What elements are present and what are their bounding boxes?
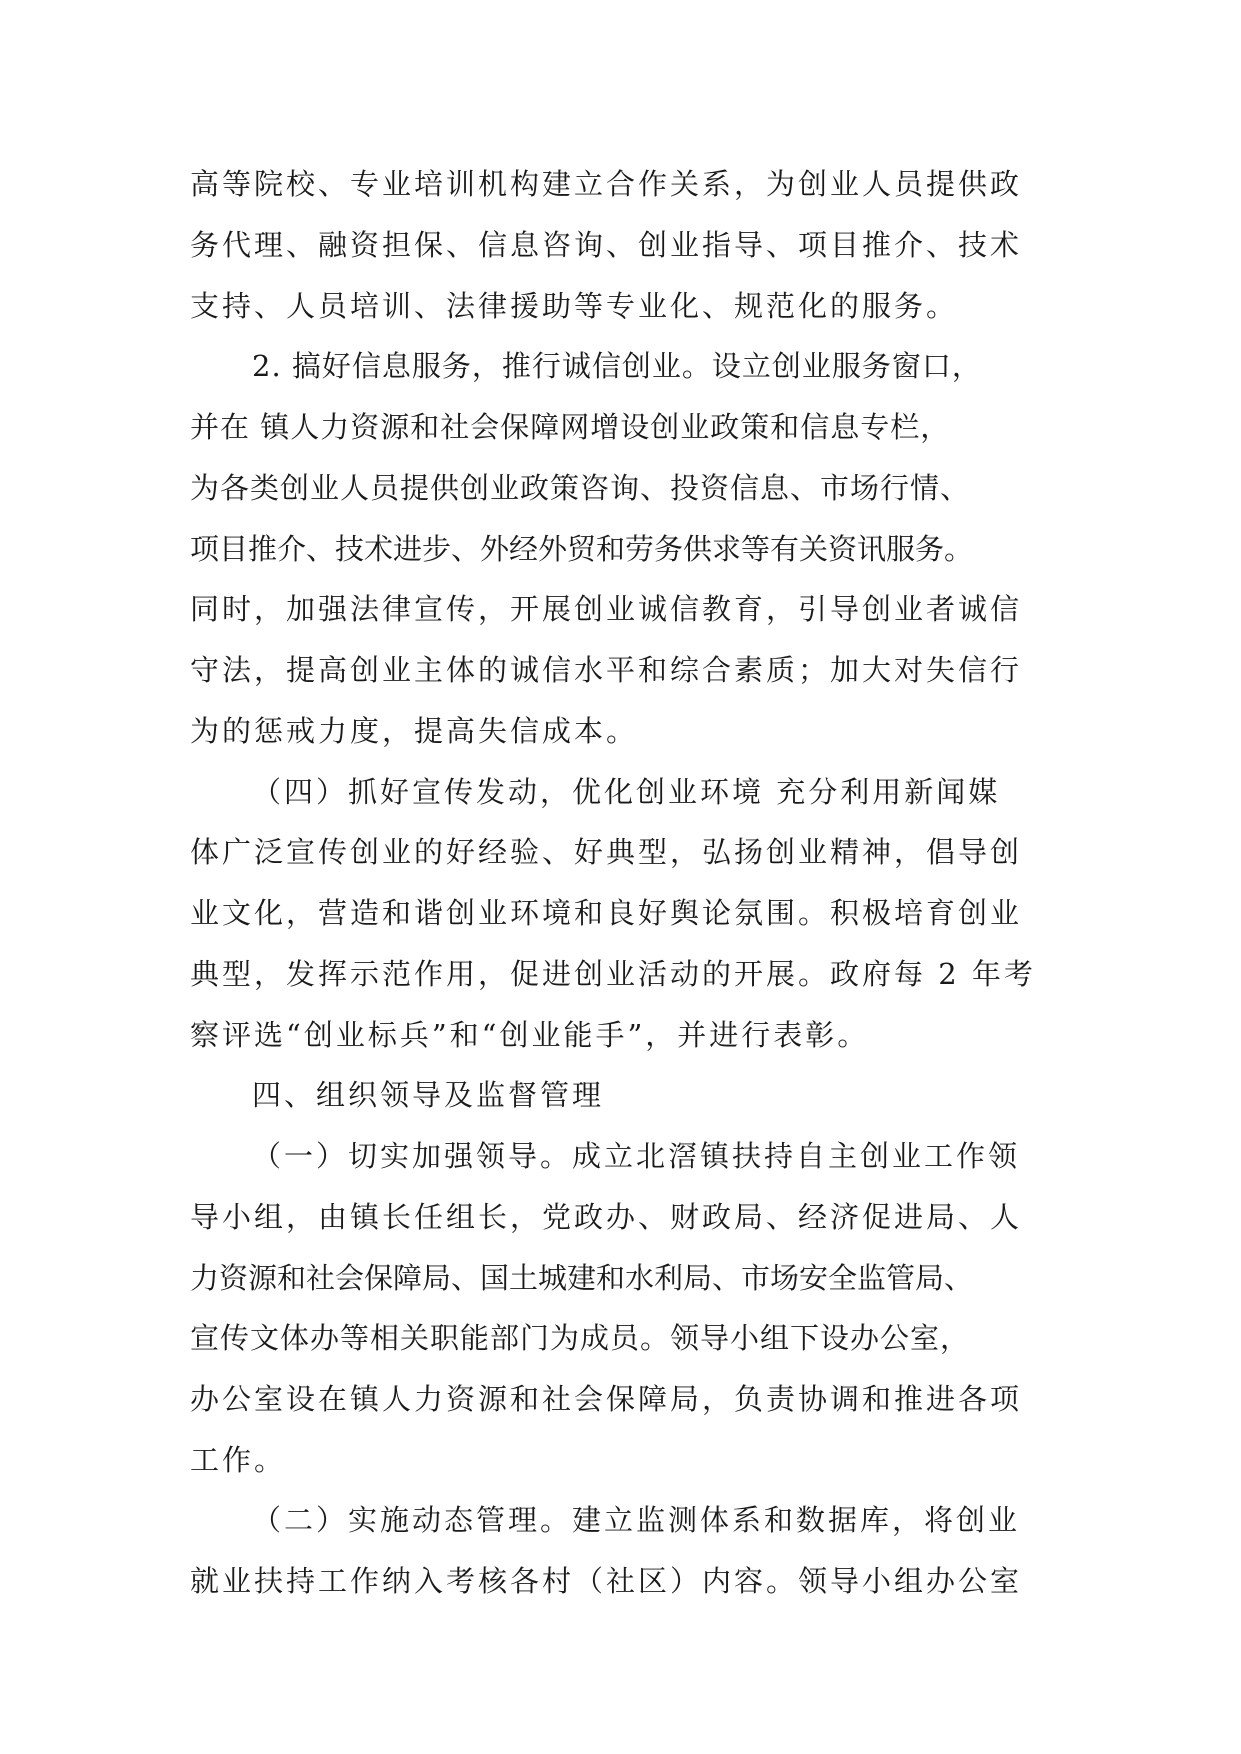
text-line: 项目推介、技术进步、外经外贸和劳务供求等有关资讯服务。 (190, 532, 974, 566)
paragraph-start-line: 2. 搞好信息服务，推行诚信创业。设立创业服务窗口， (252, 349, 982, 383)
text-line: 为的惩戒力度，提高失信成本。 (190, 714, 639, 748)
text-line: 同时，加强法律宣传，开展创业诚信教育，引导创业者诚信 (190, 592, 1023, 626)
section-heading-line: （四）抓好宣传发动，优化创业环境 充分利用新闻媒 (252, 775, 1001, 809)
section-heading-line: （二）实施动态管理。建立监测体系和数据库，将创业 (252, 1503, 1021, 1537)
text-line: 力资源和社会保障局、国土城建和水利局、市场安全监管局、 (190, 1261, 974, 1295)
text-line: 察评选“创业标兵”和“创业能手”，并进行表彰。 (190, 1018, 870, 1052)
text-line: 体广泛宣传创业的好经验、好典型，弘扬创业精神，倡导创 (190, 835, 1023, 869)
text-line: 并在 镇人力资源和社会保障网增设创业政策和信息专栏， (190, 410, 951, 444)
section-heading-line: （一）切实加强领导。成立北滘镇扶持自主创业工作领 (252, 1139, 1021, 1173)
text-line: 务代理、融资担保、信息咨询、创业指导、项目推介、技术 (190, 228, 1023, 262)
text-line: 高等院校、专业培训机构建立合作关系，为创业人员提供政 (190, 167, 1023, 201)
text-line: 守法，提高创业主体的诚信水平和综合素质；加大对失信行 (190, 653, 1023, 687)
text-line: 为各类创业人员提供创业政策咨询、投资信息、市场行情、 (190, 471, 971, 505)
section-title: 四、组织领导及监督管理 (252, 1078, 605, 1112)
text-line: 就业扶持工作纳入考核各村（社区）内容。领导小组办公室 (190, 1564, 1023, 1598)
text-line: 导小组，由镇长任组长，党政办、财政局、经济促进局、人 (190, 1200, 1023, 1234)
text-line: 支持、人员培训、法律援助等专业化、规范化的服务。 (190, 289, 959, 323)
text-line: 办公室设在镇人力资源和社会保障局，负责协调和推进各项 (190, 1382, 1023, 1416)
text-line: 典型，发挥示范作用，促进创业活动的开展。政府每 2 年考 (190, 957, 1036, 991)
text-line: 业文化，营造和谐创业环境和良好舆论氛围。积极培育创业 (190, 896, 1023, 930)
text-line: 工作。 (190, 1443, 287, 1477)
text-line: 宣传文体办等相关职能部门为成员。领导小组下设办公室， (190, 1321, 971, 1355)
